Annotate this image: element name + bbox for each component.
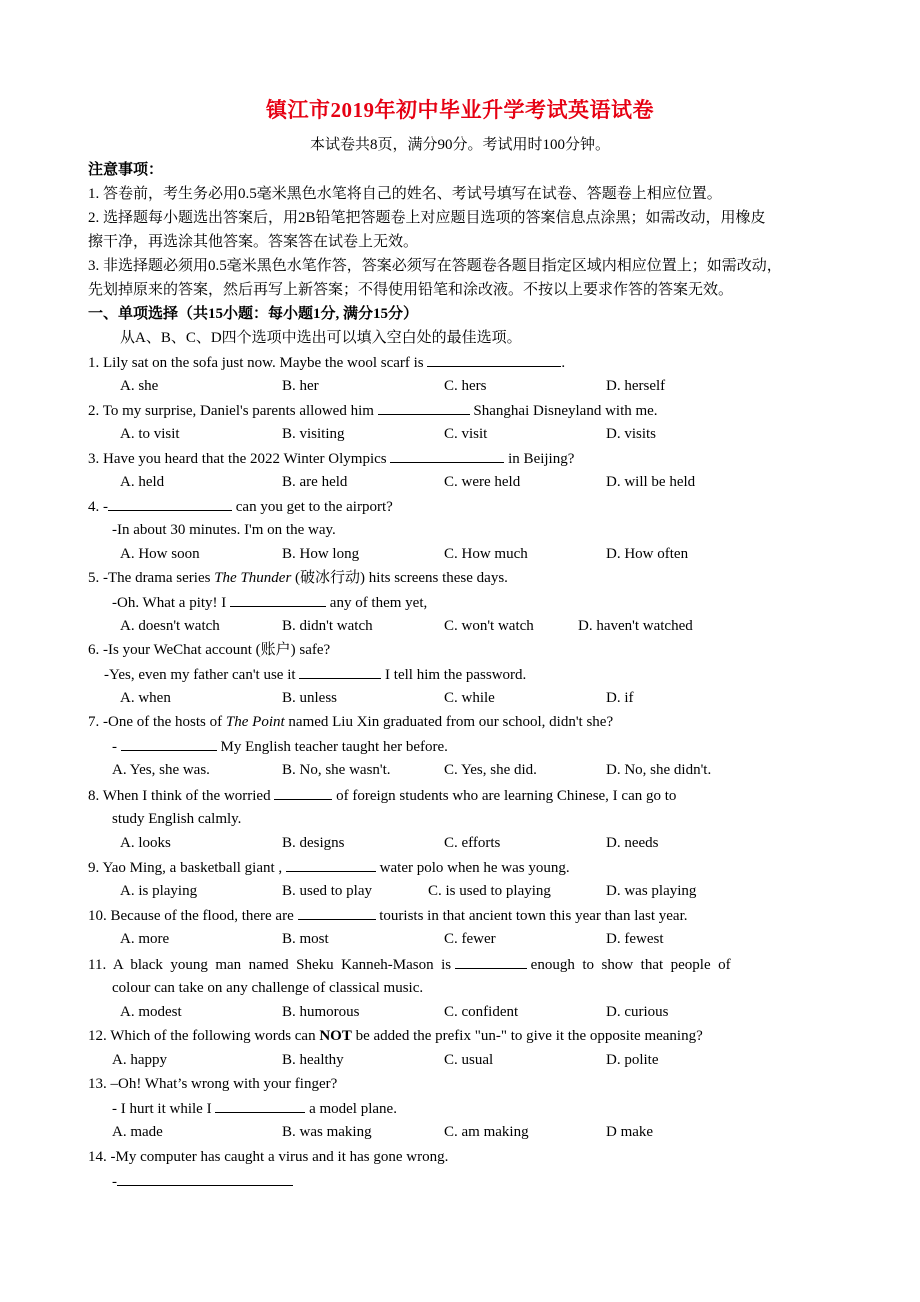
q1-option-d[interactable]: D. herself [606, 378, 666, 394]
q1-text-end: . [561, 355, 566, 371]
answer-blank[interactable] [274, 785, 332, 800]
q12-option-b[interactable]: B. healthy [282, 1052, 344, 1068]
q11-stem-line-2: colour can take on any challenge of classical music. [112, 980, 424, 996]
q9-option-b[interactable]: B. used to play [282, 883, 372, 899]
q12-option-a[interactable]: A. happy [112, 1052, 167, 1068]
q11-option-d[interactable]: D. curious [606, 1004, 669, 1020]
exam-title: 镇江市2019年初中毕业升学考试英语试卷 [266, 98, 654, 122]
q6-option-b[interactable]: B. unless [282, 690, 338, 706]
answer-blank[interactable] [455, 954, 527, 969]
q7-option-b[interactable]: B. No, she wasn't. [282, 762, 391, 778]
note-2-line-2: 擦干净，再选涂其他答案。答案答在试卷上无效。 [88, 234, 419, 250]
q13-reply-end: a model plane. [305, 1101, 397, 1117]
note-2-line-1: 2. 选择题每小题选出答案后，用2B铅笔把答题卷上对应题目选项的答案信息点涂黑；如需改动，用橡皮 [88, 210, 766, 226]
q2-option-b[interactable]: B. visiting [282, 426, 345, 442]
question-7-stem [88, 712, 613, 732]
q10-text-end: tourists in that ancient town this year than last year. [375, 908, 688, 924]
q13-reply [112, 1098, 397, 1119]
q4-reply: -In about 30 minutes. I'm on the way. [112, 522, 336, 538]
q6-reply [104, 664, 526, 685]
answer-blank[interactable] [298, 905, 376, 920]
q10-option-a[interactable]: A. more [120, 931, 170, 947]
q8-text: 8. When I think of the worried [88, 788, 275, 804]
q9-text: 9. Yao Ming, a basketball giant , [88, 860, 286, 876]
q7-text: 7. -One of the hosts of [88, 714, 226, 730]
answer-blank[interactable] [378, 400, 470, 415]
q6-option-d[interactable]: D. if [606, 690, 634, 706]
note-3-line-2: 先划掉原来的答案，然后再写上新答案；不得使用铅笔和涂改液。不按以上要求作答的答案无效。 [88, 282, 734, 298]
q5-drama-title: The Thunder [214, 570, 292, 586]
q7-reply-text: - [112, 739, 121, 755]
question-1-stem [88, 352, 565, 373]
answer-blank[interactable] [108, 496, 232, 511]
q1-option-c[interactable]: C. hers [444, 378, 487, 394]
q5-option-a[interactable]: A. doesn't watch [120, 618, 220, 634]
answer-blank[interactable] [390, 448, 504, 463]
q8-option-b[interactable]: B. designs [282, 835, 345, 851]
question-8-stem [88, 785, 676, 806]
q13-reply-text: - I hurt it while I [112, 1101, 216, 1117]
q5-reply-text: -Oh. What a pity! I [112, 595, 231, 611]
q3-option-d[interactable]: D. will be held [606, 474, 696, 490]
q10-text: 10. Because of the flood, there are [88, 908, 298, 924]
q5-text: 5. -The drama series [88, 570, 215, 586]
q7-option-c[interactable]: C. Yes, she did. [444, 762, 537, 778]
q4-option-a[interactable]: A. How soon [120, 546, 200, 562]
q3-text-end: in Beijing? [504, 451, 575, 467]
question-6-stem: 6. -Is your WeChat account (账户) safe? [88, 642, 331, 658]
exam-subtitle: 本试卷共8页，满分90分。考试用时100分钟。 [309, 137, 610, 153]
q6-option-c[interactable]: C. while [444, 690, 495, 706]
q12-emphasis: NOT [319, 1028, 352, 1044]
q4-option-c[interactable]: C. How much [444, 546, 528, 562]
q3-text: 3. Have you heard that the 2022 Winter Olympics [88, 451, 391, 467]
q12-option-d[interactable]: D. polite [606, 1052, 659, 1068]
q7-text-end: named Liu Xin graduated from our school, didn't she? [284, 714, 614, 730]
q12-text-end: be added the prefix "un-" to give it the opposite meaning? [351, 1028, 703, 1044]
q7-option-a[interactable]: A. Yes, she was. [112, 762, 210, 778]
q11-option-c[interactable]: C. confident [444, 1004, 519, 1020]
q13-option-c[interactable]: C. am making [444, 1124, 529, 1140]
q3-option-a[interactable]: A. held [120, 474, 165, 490]
q1-text: 1. Lily sat on the sofa just now. Maybe the wool scarf is [88, 355, 428, 371]
q8-stem-line-2: study English calmly. [112, 811, 242, 827]
q5-option-c[interactable]: C. won't watch [444, 618, 534, 634]
question-9-stem [88, 857, 570, 878]
q7-reply [112, 736, 448, 757]
question-11-stem [88, 954, 731, 975]
q8-option-d[interactable]: D. needs [606, 835, 659, 851]
q6-reply-end: I tell him the password. [381, 667, 527, 683]
answer-blank[interactable] [215, 1098, 305, 1113]
q14-reply-text: - [112, 1174, 117, 1190]
q8-option-c[interactable]: C. efforts [444, 835, 501, 851]
answer-blank[interactable] [117, 1171, 293, 1186]
q9-text-end: water polo when he was young. [375, 860, 570, 876]
q12-option-c[interactable]: C. usual [444, 1052, 494, 1068]
q11-text: 11. A black young man named Sheku Kanneh-Mason is [88, 957, 455, 973]
answer-blank[interactable] [230, 592, 326, 607]
question-12-stem [88, 1026, 703, 1046]
question-4-stem [88, 496, 393, 517]
q8-text-end: of foreign students who are learning Chinese, I can go to [332, 788, 677, 804]
q13-option-a[interactable]: A. made [112, 1124, 163, 1140]
q6-reply-text: -Yes, even my father can't use it [104, 667, 300, 683]
question-13-stem: 13. –Oh! What’s wrong with your finger? [88, 1076, 338, 1092]
q5-text-end: (破冰行动) hits screens these days. [291, 570, 508, 586]
question-10-stem [88, 905, 688, 926]
answer-blank[interactable] [121, 736, 217, 751]
q12-text: 12. Which of the following words can [88, 1028, 320, 1044]
q2-option-a[interactable]: A. to visit [120, 426, 180, 442]
q9-option-a[interactable]: A. is playing [120, 883, 198, 899]
q8-option-a[interactable]: A. looks [120, 835, 171, 851]
answer-blank[interactable] [286, 857, 376, 872]
q2-option-c[interactable]: C. visit [444, 426, 488, 442]
q11-option-a[interactable]: A. modest [120, 1004, 182, 1020]
q5-option-b[interactable]: B. didn't watch [282, 618, 373, 634]
q5-reply-end: any of them yet, [326, 595, 428, 611]
q2-option-d[interactable]: D. visits [606, 426, 657, 442]
question-5-stem [88, 568, 508, 588]
q4-option-b[interactable]: B. How long [282, 546, 360, 562]
question-2-stem [88, 400, 658, 421]
q4-text-end: can you get to the airport? [232, 499, 393, 515]
q4-text: 4. - [88, 499, 108, 515]
q4-option-d[interactable]: D. How often [606, 546, 689, 562]
q11-option-b[interactable]: B. humorous [282, 1004, 360, 1020]
q14-reply [112, 1171, 293, 1192]
q2-text-end: Shanghai Disneyland with me. [469, 403, 658, 419]
q5-reply [112, 592, 427, 613]
q13-option-d[interactable]: D make [606, 1124, 654, 1140]
q11-text-end: enough to show that people of [526, 957, 731, 973]
notes-heading: 注意事项： [88, 162, 164, 178]
q1-option-a[interactable]: A. she [120, 378, 159, 394]
q10-option-d[interactable]: D. fewest [606, 931, 664, 947]
q7-reply-end: My English teacher taught her before. [216, 739, 448, 755]
note-3-line-1: 3. 非选择题必须用0.5毫米黑色水笔作答，答案必须写在答题卷各题目指定区域内相应位置上；如需改动， [88, 258, 782, 274]
q6-option-a[interactable]: A. when [120, 690, 171, 706]
q2-text: 2. To my surprise, Daniel's parents allowed him [88, 403, 378, 419]
section-1-heading: 一、单项选择（共15小题：每小题1分, 满分15分） [88, 306, 419, 322]
q7-show-title: The Point [225, 714, 285, 730]
question-3-stem [88, 448, 574, 469]
q3-option-b[interactable]: B. are held [282, 474, 348, 490]
note-1: 1. 答卷前，考生务必用0.5毫米黑色水笔将自己的姓名、考试号填写在试卷、答题卷上相应位置。 [88, 186, 722, 202]
q1-option-b[interactable]: B. her [282, 378, 319, 394]
question-14-stem: 14. -My computer has caught a virus and it has gone wrong. [88, 1149, 449, 1165]
q10-option-b[interactable]: B. most [282, 931, 329, 947]
q10-option-c[interactable]: C. fewer [444, 931, 496, 947]
q13-option-b[interactable]: B. was making [282, 1124, 372, 1140]
q7-option-d[interactable]: D. No, she didn't. [606, 762, 712, 778]
q5-option-d[interactable]: D. haven't watched [578, 618, 693, 634]
q9-option-d[interactable]: D. was playing [606, 883, 697, 899]
answer-blank[interactable] [427, 352, 561, 367]
q3-option-c[interactable]: C. were held [444, 474, 521, 490]
q9-option-c[interactable]: C. is used to playing [428, 883, 551, 899]
answer-blank[interactable] [299, 664, 381, 679]
section-1-instruction: 从A、B、C、D四个选项中选出可以填入空白处的最佳选项。 [120, 330, 522, 346]
